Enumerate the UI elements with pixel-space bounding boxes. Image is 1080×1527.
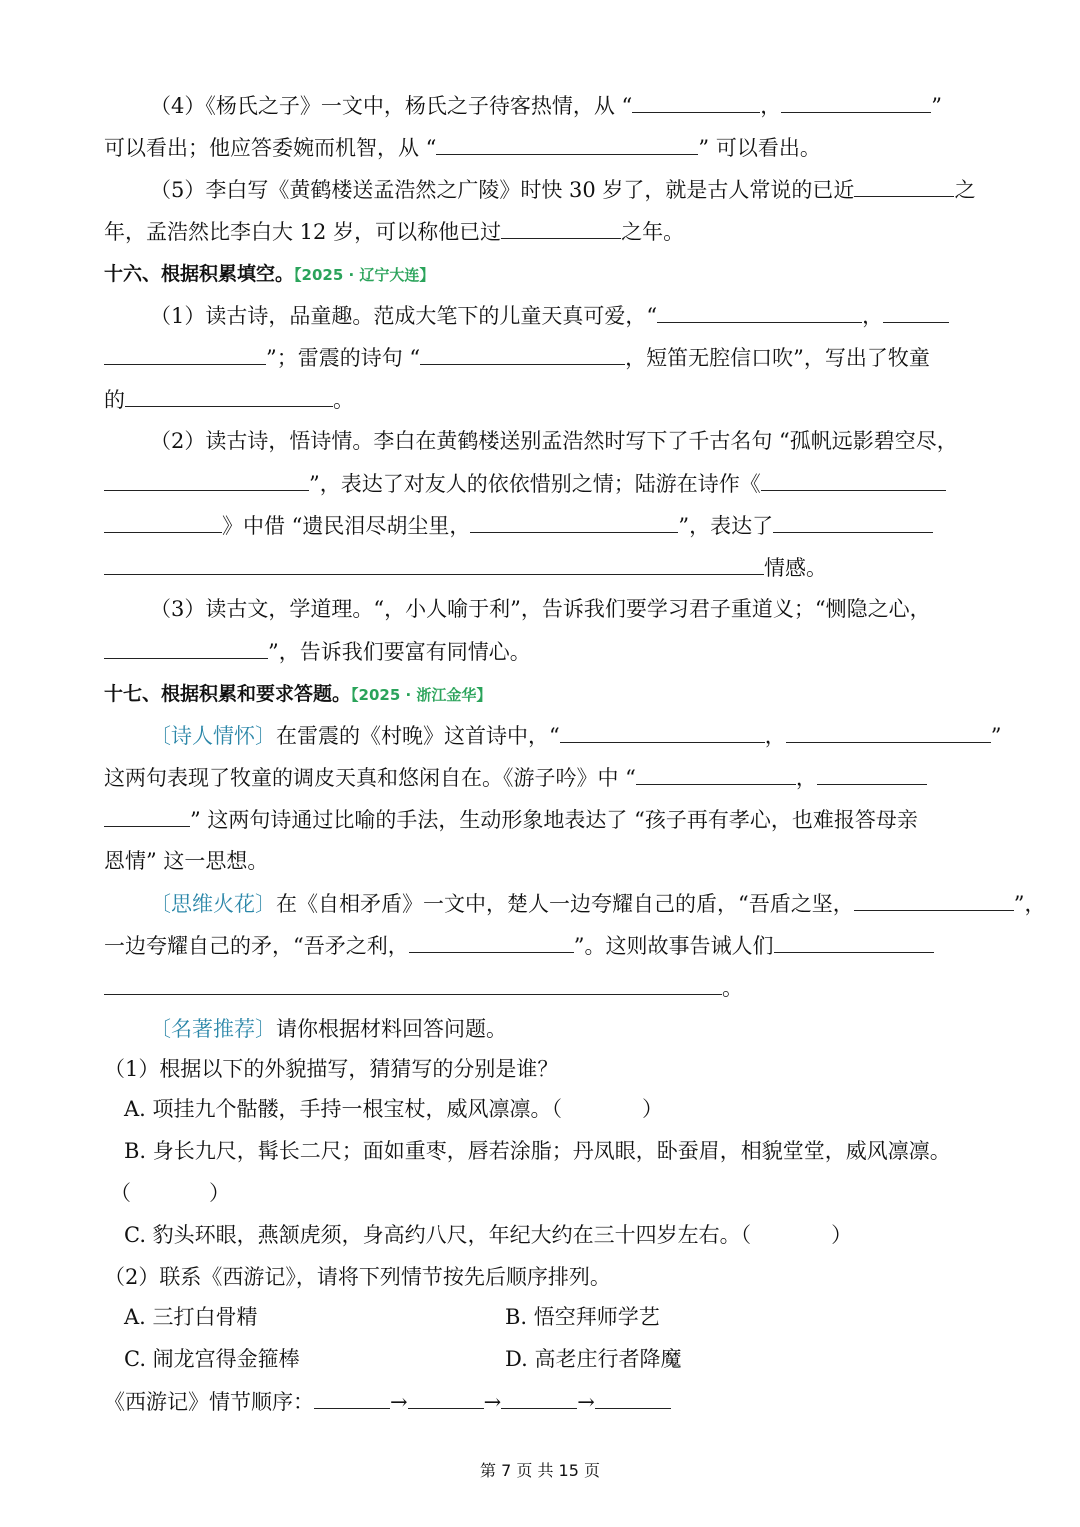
s16q1-text4: 的 [104,388,125,412]
s16q1-text3: ，短笛无腔信口吹”，写出了牧童 [625,346,930,370]
q4-comma: ， [760,94,782,118]
plot-b-text: B. 悟空拜师学艺 [505,1305,660,1329]
book-a-close: ） [642,1097,664,1121]
poet-text2: 这两句表现了牧童的调皮天真和悠闲自在。《游子吟》中 “ [104,766,636,790]
q5-line2 [104,216,684,247]
s16q2-blank5[interactable] [773,510,933,533]
s16q3-blank1[interactable] [104,636,268,659]
section16-title: 十六、根据积累填空。 [104,263,295,285]
plot-d-text: D. 高老庄行者降魔 [505,1347,682,1371]
s16q1-blank4[interactable] [420,342,625,365]
think-line1 [150,888,1045,919]
q5-text1: （5）李白写《黄鹤楼送孟浩然之广陵》时快 30 岁了，就是古人常说的已近 [150,178,855,202]
think-text3: 一边夸耀自己的矛，“吾矛之利， [104,934,409,958]
book-q1 [104,1054,558,1084]
book-b-close: ） [209,1181,230,1205]
poet-blank5[interactable] [104,804,190,827]
section17-heading [104,678,491,710]
q4-blank3[interactable] [436,132,698,155]
s16q1-text1: （1）读古诗，品童趣。范成大笔下的儿童天真可爱，“ [150,304,658,328]
s16q2-line1 [150,426,958,456]
s16q2-text1: （2）读古诗，悟诗情。李白在黄鹤楼送别孟浩然时写下了千古名句 “孤帆远影碧空尽， [150,429,958,453]
q4-blank1[interactable] [632,90,760,113]
s16q1-blank3[interactable] [104,342,266,365]
book-plot-a [124,1302,258,1332]
poet-line1 [150,720,1002,751]
think-blank2[interactable] [409,930,574,953]
order-blank4[interactable] [595,1386,671,1409]
q5-line1 [150,174,975,205]
poet-line2 [104,762,927,793]
section16-source-tag: 【2025 · 辽宁大连】 [294,266,435,284]
poet-line3 [104,804,918,835]
book-order-line [104,1386,671,1417]
think-blank4[interactable] [104,972,722,995]
s16q1-blank2[interactable] [883,300,949,323]
poet-label: 〔诗人情怀〕 [150,724,276,748]
arrow3: → [577,1390,595,1414]
s16q2-blank1[interactable] [104,468,309,491]
think-text1: 在《自相矛盾》一文中，楚人一边夸耀自己的盾，“吾盾之坚， [276,892,854,916]
q4-line2 [104,132,821,163]
s16q2-line3 [104,510,933,541]
book-order-label: 《西游记》情节顺序： [104,1390,314,1414]
book-option-a [124,1094,663,1124]
book-option-b [124,1136,951,1166]
order-blank1[interactable] [314,1386,390,1409]
book-c-close: ） [831,1223,853,1247]
q4-text1: （4）《杨氏之子》一文中，杨氏之子待客热情，从 “ [150,94,633,118]
poet-text4: 恩情” 这一思想。 [104,849,269,873]
q4-blank2[interactable] [781,90,931,113]
q5-text2: 之 [954,178,976,202]
order-blank3[interactable] [501,1386,577,1409]
poet-blank3[interactable] [636,762,796,785]
s16q2-line4 [104,552,827,583]
s16q2-blank6[interactable] [104,552,764,575]
page-footer: 第 7 页 共 15 页 [480,1461,600,1480]
book-plot-b [505,1302,660,1332]
book-plot-d [505,1344,681,1374]
poet-comma2: ， [795,766,817,790]
book-c-text: C. 豹头环眼，燕颔虎须，身高约八尺，年纪大约在三十四岁左右。（ [124,1223,752,1247]
q4-line1 [150,90,942,121]
section17-title: 十七、根据积累和要求答题。 [104,683,352,705]
plot-c-text: C. 闹龙宫得金箍棒 [124,1347,300,1371]
s16q1-blank1[interactable] [657,300,862,323]
s16q1-comma: ， [862,304,884,328]
book-plot-c [124,1344,300,1374]
poet-quote1: ” [990,724,1002,748]
q5-blank1[interactable] [854,174,954,197]
s16q3-text2: ”，告诉我们要富有同情心。 [268,640,531,664]
order-blank2[interactable] [408,1386,484,1409]
think-text4: ”。这则故事告诫人们 [573,934,774,958]
think-line3 [104,972,743,1003]
arrow1: → [390,1390,408,1414]
s16q1-text2: ”；雷震的诗句 “ [266,346,421,370]
book-intro: 请你根据材料回答问题。 [276,1017,507,1041]
s16q2-blank2[interactable] [761,468,946,491]
s16q1-blank5[interactable] [125,384,333,407]
think-label: 〔思维火花〕 [150,892,276,916]
q4-text2: 可以看出；他应答委婉而机智，从 “ [104,136,437,160]
think-text2: ”， [1013,892,1046,916]
think-blank1[interactable] [854,888,1014,911]
book-q2-text: （2）联系《西游记》，请将下列情节按先后顺序排列。 [104,1265,611,1289]
poet-text3: ” 这两句诗通过比喻的手法，生动形象地表达了 “孩子再有孝心，也难报答母亲 [190,808,918,832]
book-option-b-answer [110,1178,230,1208]
plot-a-text: A. 三打白骨精 [124,1305,258,1329]
poet-blank2[interactable] [786,720,991,743]
s16q2-blank3[interactable] [104,510,222,533]
s16q3-line2 [104,636,531,667]
book-q1-text: （1）根据以下的外貌描写，猜猜写的分别是谁？ [104,1057,559,1081]
q5-blank2[interactable] [501,216,621,239]
q5-text3: 年，孟浩然比李白大 12 岁，可以称他已过 [104,220,502,244]
q4-quote: ” [931,94,943,118]
book-b-text: B. 身长九尺，髯长二尺；面如重枣，唇若涂脂；丹凤眼，卧蚕眉，相貌堂堂，威风凛凛。 [124,1139,951,1163]
think-line2 [104,930,934,961]
think-blank3[interactable] [774,930,934,953]
s16q3-line1 [150,594,931,624]
s16q1-line3 [104,384,354,415]
poet-blank1[interactable] [560,720,765,743]
s16q3-text1: （3）读古文，学道理。“，小人喻于利”，告诉我们要学习君子重道义；“恻隐之心， [150,597,931,621]
s16q1-line2 [104,342,930,373]
poet-blank4[interactable] [817,762,927,785]
s16q2-line2 [104,468,946,499]
q4-text3: ” 可以看出。 [698,136,821,160]
s16q2-text3: 》中借 “遗民泪尽胡尘里， [222,514,471,538]
book-b-open: （ [110,1181,131,1205]
section16-heading [104,258,434,290]
arrow2: → [483,1390,502,1414]
think-text5: 。 [722,976,743,1000]
s16q2-text4: ”，表达了 [678,514,774,538]
book-q2 [104,1262,611,1292]
book-label: 〔名著推荐〕 [150,1017,276,1041]
q5-text4: 之年。 [621,220,685,244]
s16q1-text5: 。 [333,388,354,412]
book-a-text: A. 项挂九个骷髅，手持一根宝杖，威风凛凛。（ [124,1097,563,1121]
section17-source-tag: 【2025 · 浙江金华】 [351,686,492,704]
book-line1 [150,1014,507,1044]
poet-comma1: ， [764,724,786,748]
s16q2-text2: ”，表达了对友人的依依惜别之情；陆游在诗作《 [309,472,761,496]
poet-line4 [104,846,268,876]
poet-text1: 在雷震的《村晚》这首诗中，“ [276,724,560,748]
s16q1-line1 [150,300,949,331]
book-option-c [124,1220,852,1250]
s16q2-blank4[interactable] [470,510,678,533]
s16q2-text5: 情感。 [764,556,827,580]
